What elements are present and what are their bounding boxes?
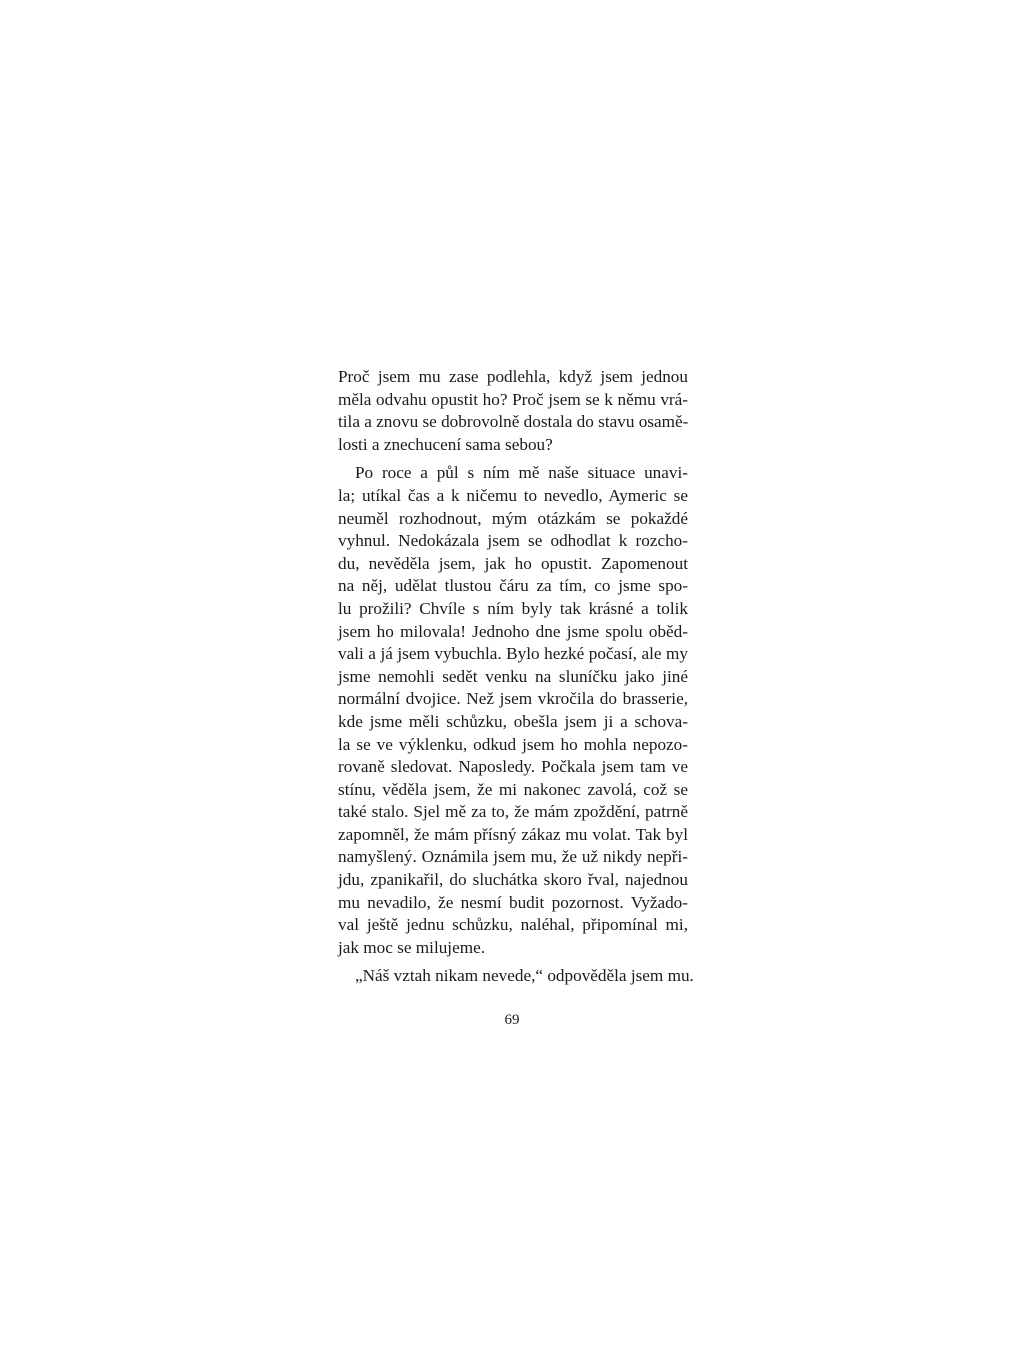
text-line: měla odvahu opustit ho? Proč jsem se k němu vrá- [338, 389, 688, 409]
text-line: val ještě jednu schůzku, naléhal, připomínal mi, [338, 915, 688, 935]
body-text [338, 366, 694, 988]
text-line: stínu, věděla jsem, že mi nakonec zavolá, což se [338, 779, 688, 799]
text-line: losti a znechucení sama sebou? [338, 434, 553, 454]
text-line: „Náš vztah nikam nevede,“ odpověděla jsem mu. [355, 966, 694, 986]
text-line: normální dvojice. Než jsem vkročila do brasserie, [338, 689, 688, 709]
text-line: tila a znovu se dobrovolně dostala do stavu osamě- [338, 412, 689, 432]
text-line: la se ve výklenku, odkud jsem ho mohla nepozo- [338, 734, 688, 754]
text-line: vyhnul. Nedokázala jsem se odhodlat k rozcho- [338, 531, 688, 551]
text-line: rovaně sledovat. Naposledy. Počkala jsem tam ve [338, 757, 688, 777]
text-line: Proč jsem mu zase podlehla, když jsem jednou [338, 367, 688, 386]
text-line: zapomněl, že mám přísný zákaz mu volat. Tak byl [338, 824, 688, 844]
text-line: jak moc se milujeme. [338, 937, 486, 957]
text-line: jsme nemohli sedět venku na sluníčku jako jiné [338, 666, 688, 686]
page-number: 69 [504, 1012, 520, 1028]
text-line: namyšlený. Oznámila jsem mu, že už nikdy nepři- [338, 847, 688, 867]
text-line: Po roce a půl s ním mě naše situace unavi- [355, 463, 688, 483]
text-line: neuměl rozhodnout, mým otázkám se pokaždé [338, 508, 688, 528]
text-line: jdu, zpanikařil, do sluchátka skoro řval, najednou [338, 870, 688, 890]
text-line: také stalo. Sjel mě za to, že mám zpoždění, patrně [338, 802, 688, 822]
text-line: vali a já jsem vybuchla. Bylo hezké počasí, ale my [338, 644, 688, 664]
text-line: du, nevěděla jsem, jak ho opustit. Zapomenout [338, 553, 688, 573]
text-line: na něj, udělat tlustou čáru za tím, co jsme spo- [338, 576, 688, 596]
text-line: kde jsme měli schůzku, obešla jsem ji a schova- [338, 711, 688, 731]
text-line: la; utíkal čas a k ničemu to nevedlo, Aymeric se [338, 485, 688, 505]
text-line: lu prožili? Chvíle s ním byly tak krásné a tolik [338, 598, 688, 618]
text-line: jsem ho milovala! Jednoho dne jsme spolu oběd- [338, 621, 688, 641]
text-line: mu nevadilo, že nesmí budit pozornost. Vyžado- [338, 892, 688, 912]
